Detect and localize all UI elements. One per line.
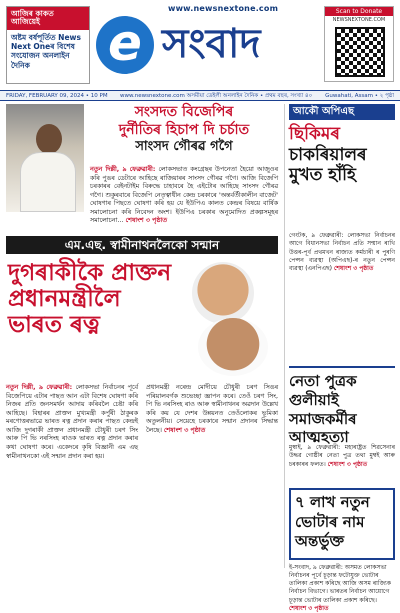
continued-link[interactable]: শেষাংশ ৩ পৃষ্ঠাত — [289, 604, 329, 612]
logo-wordmark: সংবাদ — [162, 21, 261, 67]
donate-site: NEWSNEXTONE.COM — [332, 17, 386, 23]
issue-location: Guwahati, Assam • ২ পৃষ্ঠা — [325, 93, 394, 99]
portrait-1 — [192, 262, 254, 324]
lead-photos — [178, 258, 278, 378]
activist-story — [289, 444, 395, 469]
headline-line-1: সংসদত বিজেপিৰ — [134, 104, 234, 120]
promo-box-header: আজিৰ কাকত আজিয়েই — [7, 7, 89, 30]
dateline — [0, 90, 400, 101]
logo-e-icon: e — [96, 16, 154, 74]
lead-story-col-2 — [146, 384, 278, 435]
issue-date: FRIDAY, FEBRUARY 09, 2024 • 10 PM — [6, 93, 108, 99]
voters-text: ই-সংবাদ, ৯ ফেব্ৰুৱাৰী: অসমত লোকসভা নিৰ্বাচনৰ পূৰ্বে চূড়ান্ত ফটোযুক্ত ভোটাৰ তালিকা প্ৰকাশ কৰিছে আজি অসম ৰাজ্যিক নিৰ্বাচন বিভাগে। ভাৰতৰ নিৰ্বাচন আয়োগে চূড়ান্ত ভোটাৰ তালিকা প্ৰকাশ কৰিছে। — [289, 564, 391, 604]
voters-story — [289, 564, 395, 613]
sikkim-headline-dark: চাকৰিয়ালৰ মুখত হাঁহি — [289, 144, 367, 186]
story-text: লোকসভাত কংগ্ৰেছৰ উপনেতা হৈয়ো আজুওৰ কৰি পুঙৰ ডেটাৰে আহিছে ৰাজিয়াৰৰ সাংসদ গৌৰৱ গগৈ। আজি বিজেপি চৰকাৰৰ বেইনটাইম বিৰুদ্ধে চাহাবৰে হৈ এইটোৰ আহিছে সাংসদ গৌৰৱ গগৈ। শুকুৰবাৰে বিজেপি নেতৃত্বাধীন কেন্দ্ৰ চৰকাৰে 'অন্তৰ্বৰ্তীকালীন বাজেট' ঘোষণাৰ পিছতে ঘোষণা কৰি হয় যে ইউপিএ কালত কেন্দ্ৰৰ বিষয়ে বাৰ্ষিক সমালোচনা কৰি নিবেদন অংশ। ইউপিএ চৰকাৰ অনুমোদিত প্ৰকল্পসমূহৰ সমালোচনা... — [90, 166, 278, 224]
continued-link[interactable]: শেষাংশ ৩ পৃষ্ঠাত — [327, 460, 368, 468]
logo[interactable] — [96, 10, 316, 72]
promo-box-body: অষ্টম বৰ্ষপূৰ্তিত News Next Oneৰ বিশেষ সংযোজন অনলাইন দৈনিক — [11, 32, 81, 70]
sikkim-story — [289, 232, 395, 273]
qr-code-icon[interactable] — [335, 27, 385, 77]
lead-text-2: প্ৰধানমন্ত্ৰী নৰেন্দ্ৰ মোদীয়ে চৌধুৰী চৰণ সিঙৰ পৰিয়ালবৰ্গক শুভেচ্ছা জ্ঞাপন কৰে। তেওঁ চৰণ সিং, পি ভি নৰসিংহ ৰাও আৰু স্বামীনাথনৰ অৱদান উল্লেখ কৰি কয় যে দেশৰ উন্নয়নত তেওঁলোকৰ ভূমিকা অতুলনীয়। সেয়েহে চৰকাৰে সন্মান প্ৰদানৰ সিদ্ধান্ত লৈছে। — [146, 384, 278, 434]
dateline-source: নতুন দিল্লী, ৯ ফেব্ৰুৱাৰী: — [90, 166, 156, 173]
story-gaurav-gogoi[interactable] — [6, 104, 278, 232]
lead-text-1: লোকসভা নিৰ্বাচনৰ পূৰ্বে বিজেপিয়ে এটাৰ পাছত আন এটা বিশেষ ঘোষণা কৰি নিজৰ প্ৰতি জনসমৰ্থন আদায় কৰিবলৈ চেষ্টা কৰি আহিছে। বিহাৰৰ প্ৰাক্তন মুখ্যমন্ত্ৰী কৰ্পুৰী ঠাকুৰক মৰণোত্তৰভাৱে ভাৰত ৰত্ন প্ৰদান কৰাৰ পাছত কেন্দ্ৰই আজি দুগৰাকী প্ৰাক্তন প্ৰধানমন্ত্ৰী চৌধুৰী চৰণ সিং আৰু পি ভি নৰসিংহ ৰাওক ভাৰত ৰত্ন প্ৰদান কৰাৰ কথা ঘোষণা কৰে। একেদৰে কৃষি বিজ্ঞানী এম এছ স্বামীনাথনকো এই সন্মান প্ৰদান কৰা হয়। — [6, 384, 138, 460]
voters-headline[interactable]: ৭ লাখ নতুন ভোটাৰ নাম অন্তৰ্ভুক্ত — [289, 488, 395, 560]
dateline-source: নতুন দিল্লী, ৯ ফেব্ৰুৱাৰী: — [6, 384, 73, 391]
issue-info: www.newsnextone.com অসমীয়া ডেইলী অনলাইন দৈনিক • প্ৰথম বছৰ, সংখ্যা ৪০ — [120, 93, 313, 99]
continued-link[interactable]: শেষাংশ ৩ পৃষ্ঠাত — [333, 265, 374, 273]
banner-headline: এম.এছ. স্বামীনাথনলৈকো সন্মান — [6, 236, 278, 254]
section-label: আকৌ অপিএছ — [289, 104, 395, 120]
donate-label: Scan to Donate — [325, 7, 393, 16]
story-photo — [6, 104, 84, 212]
activist-text: মুম্বাই, ৯ ফেব্ৰুৱাৰী: মহাৰাষ্ট্ৰত শিৱসেনাৰ উদ্ধৱ গোষ্ঠীৰ নেতা পুত্ৰ তথা মুম্বই আৰু চৰকাৰৰ ফলত। — [289, 444, 395, 468]
activist-headline[interactable]: নেতা পুত্ৰক গুলীয়াই সমাজকৰ্মীৰ আত্মহত্যা — [289, 366, 395, 447]
sikkim-headline-red: ছিকিমৰ — [289, 124, 340, 144]
lead-story-body — [6, 384, 278, 568]
story-headline[interactable] — [90, 104, 278, 155]
sikkim-headline[interactable] — [289, 124, 395, 186]
donate-qr-box[interactable] — [324, 6, 394, 82]
person-body — [20, 152, 76, 212]
sikkim-text: গেংটক, ৯ ফেব্ৰুৱাৰী: লোকসভা নিৰ্বাচনৰ আগে বিধানসভা নিৰ্বাচন প্ৰতি সন্মান ৰাখি উত্তৰ-পূৰ্ব প্ৰথমখন ৰাজ্যত কৰ্মচাৰী ৰ পুৰণি পেন্সন ব্যৱস্থা (অপিএছ)-ৰ নতুন পেন্সন ব্যৱস্থা (এনপিএছ) — [289, 232, 395, 273]
story-body — [90, 166, 278, 226]
right-column — [284, 104, 395, 612]
masthead — [0, 0, 400, 88]
headline-line-3: সাংসদ গৌৰৱ গগৈ — [135, 139, 233, 154]
lead-headline[interactable]: দুগৰাকীকৈ প্ৰাক্তন প্ৰধানমন্ত্ৰীলৈ ভাৰত ৰত্ন — [8, 260, 172, 339]
headline-line-2: দুৰ্নীতিৰ হিচাপ দি চৰ্চাত — [118, 121, 250, 138]
site-url[interactable]: www.newsnextone.com — [168, 4, 279, 13]
continued-link[interactable]: শেষাংশ ৩ পৃষ্ঠাত — [125, 217, 167, 224]
promo-box[interactable] — [6, 6, 90, 84]
portrait-2 — [198, 318, 268, 376]
continued-link[interactable]: শেষাংশ ৩ পৃষ্ঠাত — [163, 426, 206, 434]
person-head — [36, 124, 62, 154]
lead-story-col-1 — [6, 384, 138, 461]
